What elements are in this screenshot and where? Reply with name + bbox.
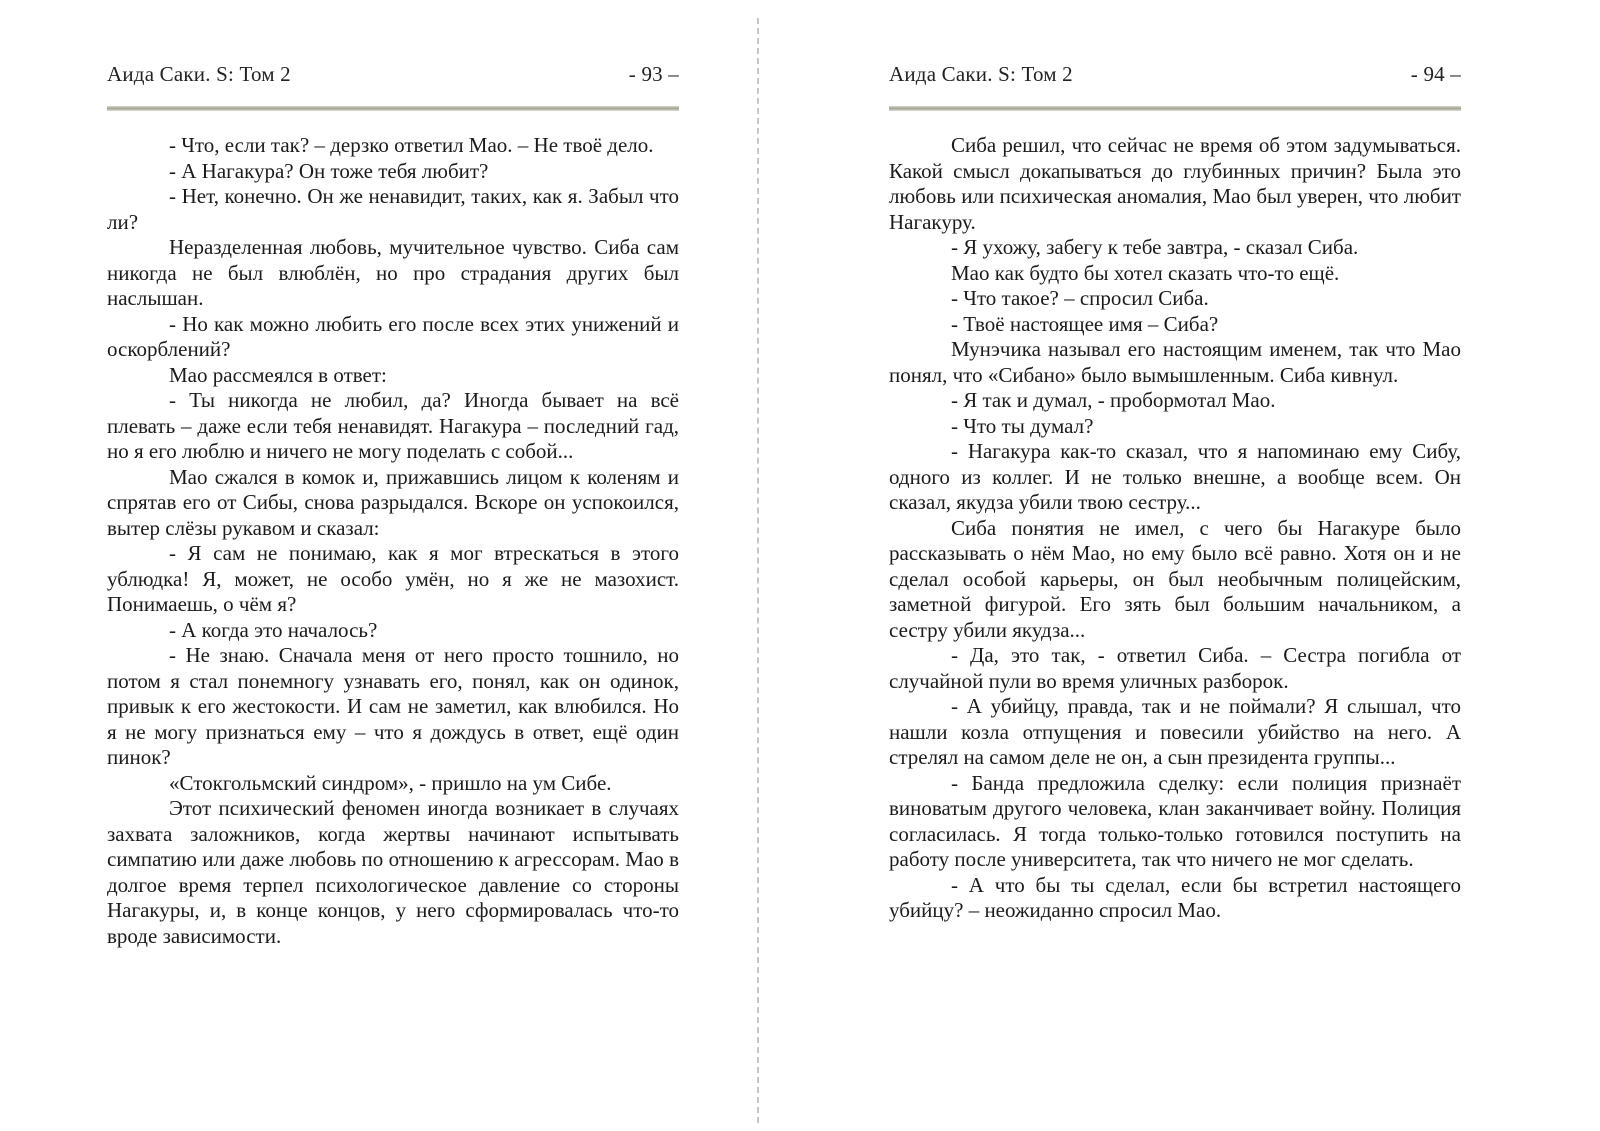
paragraph: Сиба решил, что сейчас не время об этом задумываться. Какой смысл докапываться до глубинных причин? Была это любовь или психическая аномалия, Мао был уверен, что любит Нагакуру. bbox=[889, 133, 1461, 234]
page-number: - 93 – bbox=[628, 62, 679, 86]
paragraph: - А что бы ты сделал, если бы встретил настоящего убийцу? – неожиданно спросил Мао. bbox=[889, 872, 1461, 922]
paragraph: - Банда предложила сделку: если полиция признаёт виноватым другого человека, клан заканчивает войну. Полиция согласилась. Я тогда только-только готовился поступить на работу после университета, так что ничего не мог сделать. bbox=[889, 770, 1461, 871]
paragraph: - Что такое? – спросил Сиба. bbox=[951, 286, 1209, 310]
paragraph: Мао сжался в комок и, прижавшись лицом к коленям и спрятав его от Сибы, снова разрыдался. Вскоре он успокоился, вытер слёзы рукавом и сказал: bbox=[107, 464, 679, 540]
header-rule bbox=[107, 106, 679, 111]
paragraph: - Но как можно любить его после всех этих унижений и оскорблений? bbox=[107, 311, 679, 361]
book-title: Аида Саки. S: Том 2 bbox=[107, 62, 291, 86]
paragraph: - Нет, конечно. Он же ненавидит, таких, как я. Забыл что ли? bbox=[107, 184, 679, 234]
paragraph: Этот психический феномен иногда возникает в случаях захвата заложников, когда жертвы начинают испытывать симпатию или даже любовь по отношению к агрессорам. Мао в долгое время терпел психологическое давление со стороны Нагакуры, и, в конце концов, у него сформировалась что-то вроде зависимости. bbox=[107, 796, 679, 948]
page-body-text bbox=[889, 133, 1461, 924]
paragraph: Мао рассмеялся в ответ: bbox=[169, 362, 387, 387]
paragraph: Мунэчика называл его настоящим именем, так что Мао понял, что «Сибано» было вымышленным. Сиба кивнул. bbox=[889, 337, 1461, 387]
paragraph: - А когда это началось? bbox=[169, 617, 378, 642]
paragraph: - Твоё настоящее имя – Сиба? bbox=[951, 311, 1219, 336]
page-header bbox=[889, 62, 1461, 87]
paragraph: - Я ухожу, забегу к тебе завтра, - сказал Сиба. bbox=[951, 235, 1359, 259]
page-left bbox=[107, 0, 679, 1131]
page-number: - 94 – bbox=[1410, 62, 1461, 86]
paragraph: Неразделенная любовь, мучительное чувство. Сиба сам никогда не был влюблён, но про страдания других был наслышан. bbox=[107, 235, 679, 310]
paragraph: Сиба понятия не имел, с чего бы Нагакуре было рассказывать о нём Мао, но ему было всё равно. Хотя он и не сделал особой карьеры, он был необычным полицейским, заметной фигурой. Его зять был большим начальником, а сестру убили якудза... bbox=[889, 515, 1461, 642]
paragraph: - Ты никогда не любил, да? Иногда бывает на всё плевать – даже если тебя ненавидят. Нагакура – последний гад, но я его люблю и ничего не могу поделать с собой... bbox=[107, 388, 679, 463]
paragraph: - Что ты думал? bbox=[951, 413, 1094, 438]
paragraph: - А Нагакура? Он тоже тебя любит? bbox=[169, 158, 489, 183]
paragraph: - Да, это так, - ответил Сиба. – Сестра погибла от случайной пули во время уличных разборок. bbox=[889, 643, 1461, 693]
header-rule bbox=[889, 106, 1461, 111]
paragraph: - Я сам не понимаю, как я мог втрескаться в этого ублюдка! Я, может, не особо умён, но я же не мазохист. Понимаешь, о чём я? bbox=[107, 541, 679, 616]
book-title: Аида Саки. S: Том 2 bbox=[889, 62, 1073, 86]
page-divider-dashed-line bbox=[757, 18, 759, 1123]
paragraph: - А убийцу, правда, так и не поймали? Я слышал, что нашли козла отпущения и повесили убийство на него. А стрелял на самом деле не он, а сын президента группы... bbox=[889, 694, 1461, 769]
page-body-text bbox=[107, 133, 679, 949]
paragraph: Мао как будто бы хотел сказать что-то ещё. bbox=[951, 260, 1340, 285]
paragraph: «Стокгольмский синдром», - пришло на ум Сибе. bbox=[169, 770, 612, 795]
paragraph: - Не знаю. Сначала меня от него просто тошнило, но потом я стал понемногу узнавать его, понял, как он одинок, привык к его жестокости. И сам не заметил, как влюбился. Но я не могу признаться ему – что я дождусь в ответ, ещё один пинок? bbox=[107, 643, 679, 769]
page-right bbox=[889, 0, 1461, 1131]
paragraph: - Что, если так? – дерзко ответил Мао. – Не твоё дело. bbox=[169, 133, 654, 157]
paragraph: - Нагакура как-то сказал, что я напоминаю ему Сибу, одного из коллег. И не только внешне, а вообще всем. Он сказал, якудза убили твою сестру... bbox=[889, 439, 1461, 514]
paragraph: - Я так и думал, - пробормотал Мао. bbox=[951, 388, 1276, 412]
page-header bbox=[107, 62, 679, 87]
